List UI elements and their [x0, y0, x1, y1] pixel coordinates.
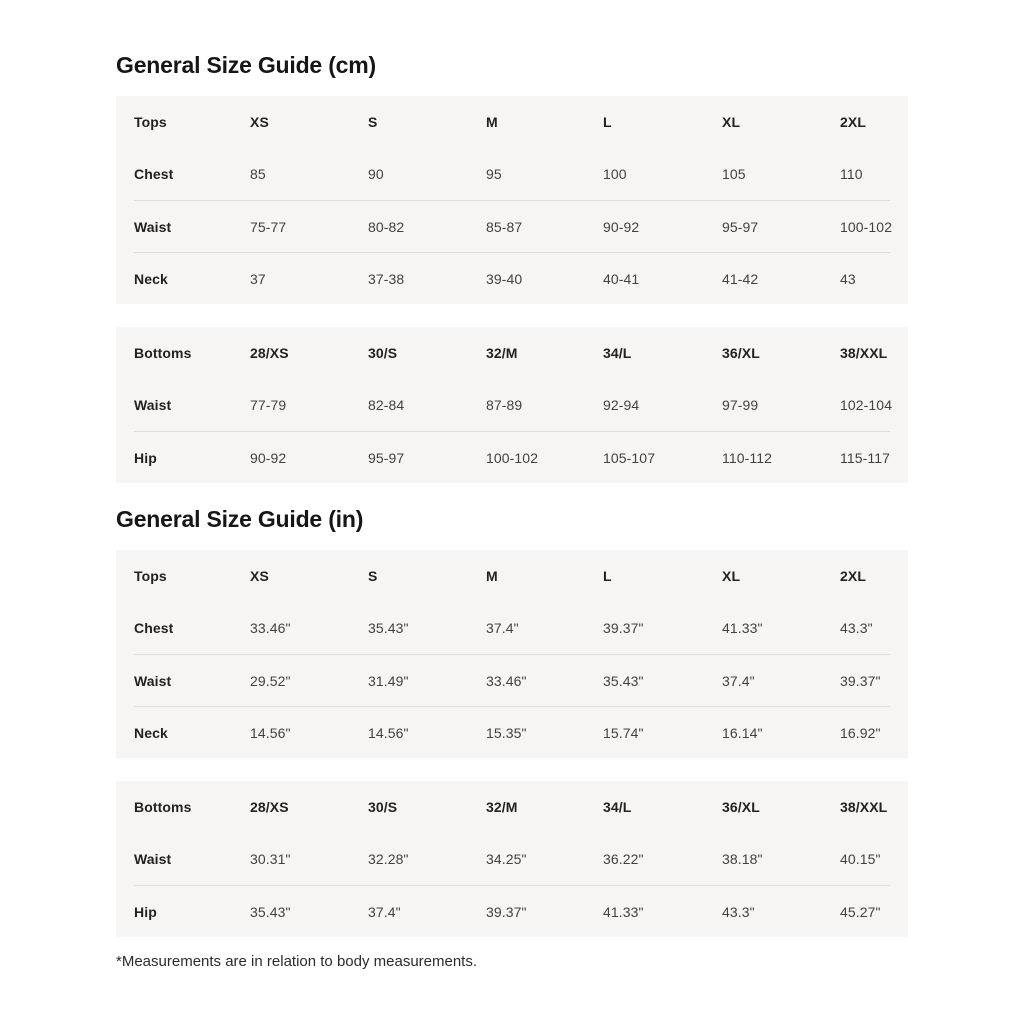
- row-label: Neck: [134, 724, 168, 741]
- value-cell: 37: [250, 270, 266, 287]
- bottoms-table-in: [116, 781, 908, 937]
- value-cell: 43.3": [722, 903, 755, 920]
- table-row: [134, 654, 890, 706]
- value-cell: 39.37": [486, 903, 527, 920]
- column-header: 36/XL: [722, 799, 760, 815]
- value-cell: 80-82: [368, 218, 405, 235]
- value-cell: 105: [722, 166, 746, 182]
- value-cell: 37.4": [368, 903, 401, 920]
- header-row: [134, 781, 890, 833]
- row-label: Hip: [134, 449, 157, 466]
- value-cell: 34.25": [486, 851, 527, 867]
- value-cell: 39.37": [603, 620, 644, 636]
- value-cell: 43.3": [840, 620, 873, 636]
- section-heading-in: General Size Guide (in): [116, 506, 364, 532]
- value-cell: 33.46": [250, 620, 291, 636]
- column-header: Bottoms: [134, 799, 192, 815]
- value-cell: 85: [250, 166, 266, 182]
- value-cell: 16.92": [840, 724, 881, 741]
- value-cell: 102-104: [840, 397, 893, 413]
- table-row: [134, 252, 890, 304]
- bottoms-table-cm: [116, 327, 908, 483]
- column-header: L: [603, 114, 612, 130]
- section-heading-cm: General Size Guide (cm): [116, 52, 376, 78]
- value-cell: 14.56": [368, 724, 409, 741]
- value-cell: 15.35": [486, 724, 527, 741]
- header-row: [134, 327, 890, 379]
- value-cell: 41.33": [722, 620, 763, 636]
- column-header: M: [486, 568, 498, 584]
- tops-table-cm: [116, 96, 908, 304]
- column-header: 30/S: [368, 799, 398, 815]
- value-cell: 14.56": [250, 724, 291, 741]
- column-header: XS: [250, 114, 269, 130]
- value-cell: 92-94: [603, 397, 640, 413]
- column-header: 38/XXL: [840, 799, 888, 815]
- value-cell: 41.33": [603, 903, 644, 920]
- value-cell: 39.37": [840, 672, 881, 689]
- value-cell: 105-107: [603, 449, 656, 466]
- value-cell: 32.28": [368, 851, 409, 867]
- tops-table-in: [116, 550, 908, 758]
- table-row: [134, 431, 890, 483]
- value-cell: 29.52": [250, 672, 291, 689]
- column-header: XS: [250, 568, 269, 584]
- row-label: Hip: [134, 903, 157, 920]
- footnote: *Measurements are in relation to body measurements.: [116, 953, 478, 970]
- column-header: 2XL: [840, 114, 866, 130]
- column-header: 30/S: [368, 345, 398, 361]
- value-cell: 100: [603, 166, 627, 182]
- value-cell: 115-117: [840, 449, 891, 466]
- column-header: Bottoms: [134, 345, 192, 361]
- value-cell: 35.43": [250, 903, 291, 920]
- column-header: S: [368, 114, 378, 130]
- table-row: [134, 885, 890, 937]
- table-row: [134, 148, 890, 200]
- value-cell: 40.15": [840, 851, 881, 867]
- column-header: 32/M: [486, 799, 518, 815]
- column-header: 34/L: [603, 799, 632, 815]
- table-row: [134, 706, 890, 758]
- column-header: Tops: [134, 568, 167, 584]
- row-label: Waist: [134, 851, 172, 867]
- value-cell: 100-102: [486, 449, 539, 466]
- table-row: [134, 379, 893, 431]
- column-header: 28/XS: [250, 799, 289, 815]
- table-row: [134, 833, 890, 885]
- value-cell: 43: [840, 270, 856, 287]
- value-cell: 35.43": [368, 620, 409, 636]
- value-cell: 95: [486, 166, 502, 182]
- value-cell: 97-99: [722, 397, 759, 413]
- row-label: Waist: [134, 397, 172, 413]
- value-cell: 45.27": [840, 903, 881, 920]
- row-label: Neck: [134, 270, 168, 287]
- row-label: Chest: [134, 166, 174, 182]
- row-label: Waist: [134, 672, 172, 689]
- header-row: [134, 96, 890, 148]
- value-cell: 35.43": [603, 672, 644, 689]
- value-cell: 90-92: [603, 218, 640, 235]
- value-cell: 38.18": [722, 851, 763, 867]
- row-label: Waist: [134, 218, 172, 235]
- column-header: 34/L: [603, 345, 632, 361]
- column-header: XL: [722, 568, 741, 584]
- value-cell: 90-92: [250, 449, 287, 466]
- value-cell: 16.14": [722, 724, 763, 741]
- value-cell: 82-84: [368, 397, 405, 413]
- value-cell: 36.22": [603, 851, 644, 867]
- value-cell: 41-42: [722, 270, 759, 287]
- value-cell: 39-40: [486, 270, 523, 287]
- column-header: Tops: [134, 114, 167, 130]
- value-cell: 100-102: [840, 218, 893, 235]
- column-header: 32/M: [486, 345, 518, 361]
- value-cell: 37.4": [486, 620, 519, 636]
- column-header: 28/XS: [250, 345, 289, 361]
- value-cell: 15.74": [603, 724, 644, 741]
- table-row: [134, 602, 890, 654]
- value-cell: 95-97: [368, 449, 405, 466]
- column-header: 38/XXL: [840, 345, 888, 361]
- row-label: Chest: [134, 620, 174, 636]
- value-cell: 90: [368, 166, 384, 182]
- column-header: M: [486, 114, 498, 130]
- column-header: S: [368, 568, 378, 584]
- column-header: XL: [722, 114, 741, 130]
- size-guide-page: [116, 0, 908, 1000]
- value-cell: 110: [840, 166, 863, 182]
- column-header: L: [603, 568, 612, 584]
- value-cell: 110-112: [722, 449, 773, 466]
- header-row: [134, 550, 890, 602]
- value-cell: 37-38: [368, 270, 405, 287]
- value-cell: 75-77: [250, 218, 287, 235]
- value-cell: 95-97: [722, 218, 759, 235]
- value-cell: 77-79: [250, 397, 287, 413]
- value-cell: 37.4": [722, 672, 755, 689]
- value-cell: 33.46": [486, 672, 527, 689]
- value-cell: 85-87: [486, 218, 523, 235]
- column-header: 2XL: [840, 568, 866, 584]
- value-cell: 31.49": [368, 672, 409, 689]
- value-cell: 40-41: [603, 270, 640, 287]
- table-row: [134, 200, 893, 252]
- value-cell: 30.31": [250, 851, 291, 867]
- column-header: 36/XL: [722, 345, 760, 361]
- value-cell: 87-89: [486, 397, 523, 413]
